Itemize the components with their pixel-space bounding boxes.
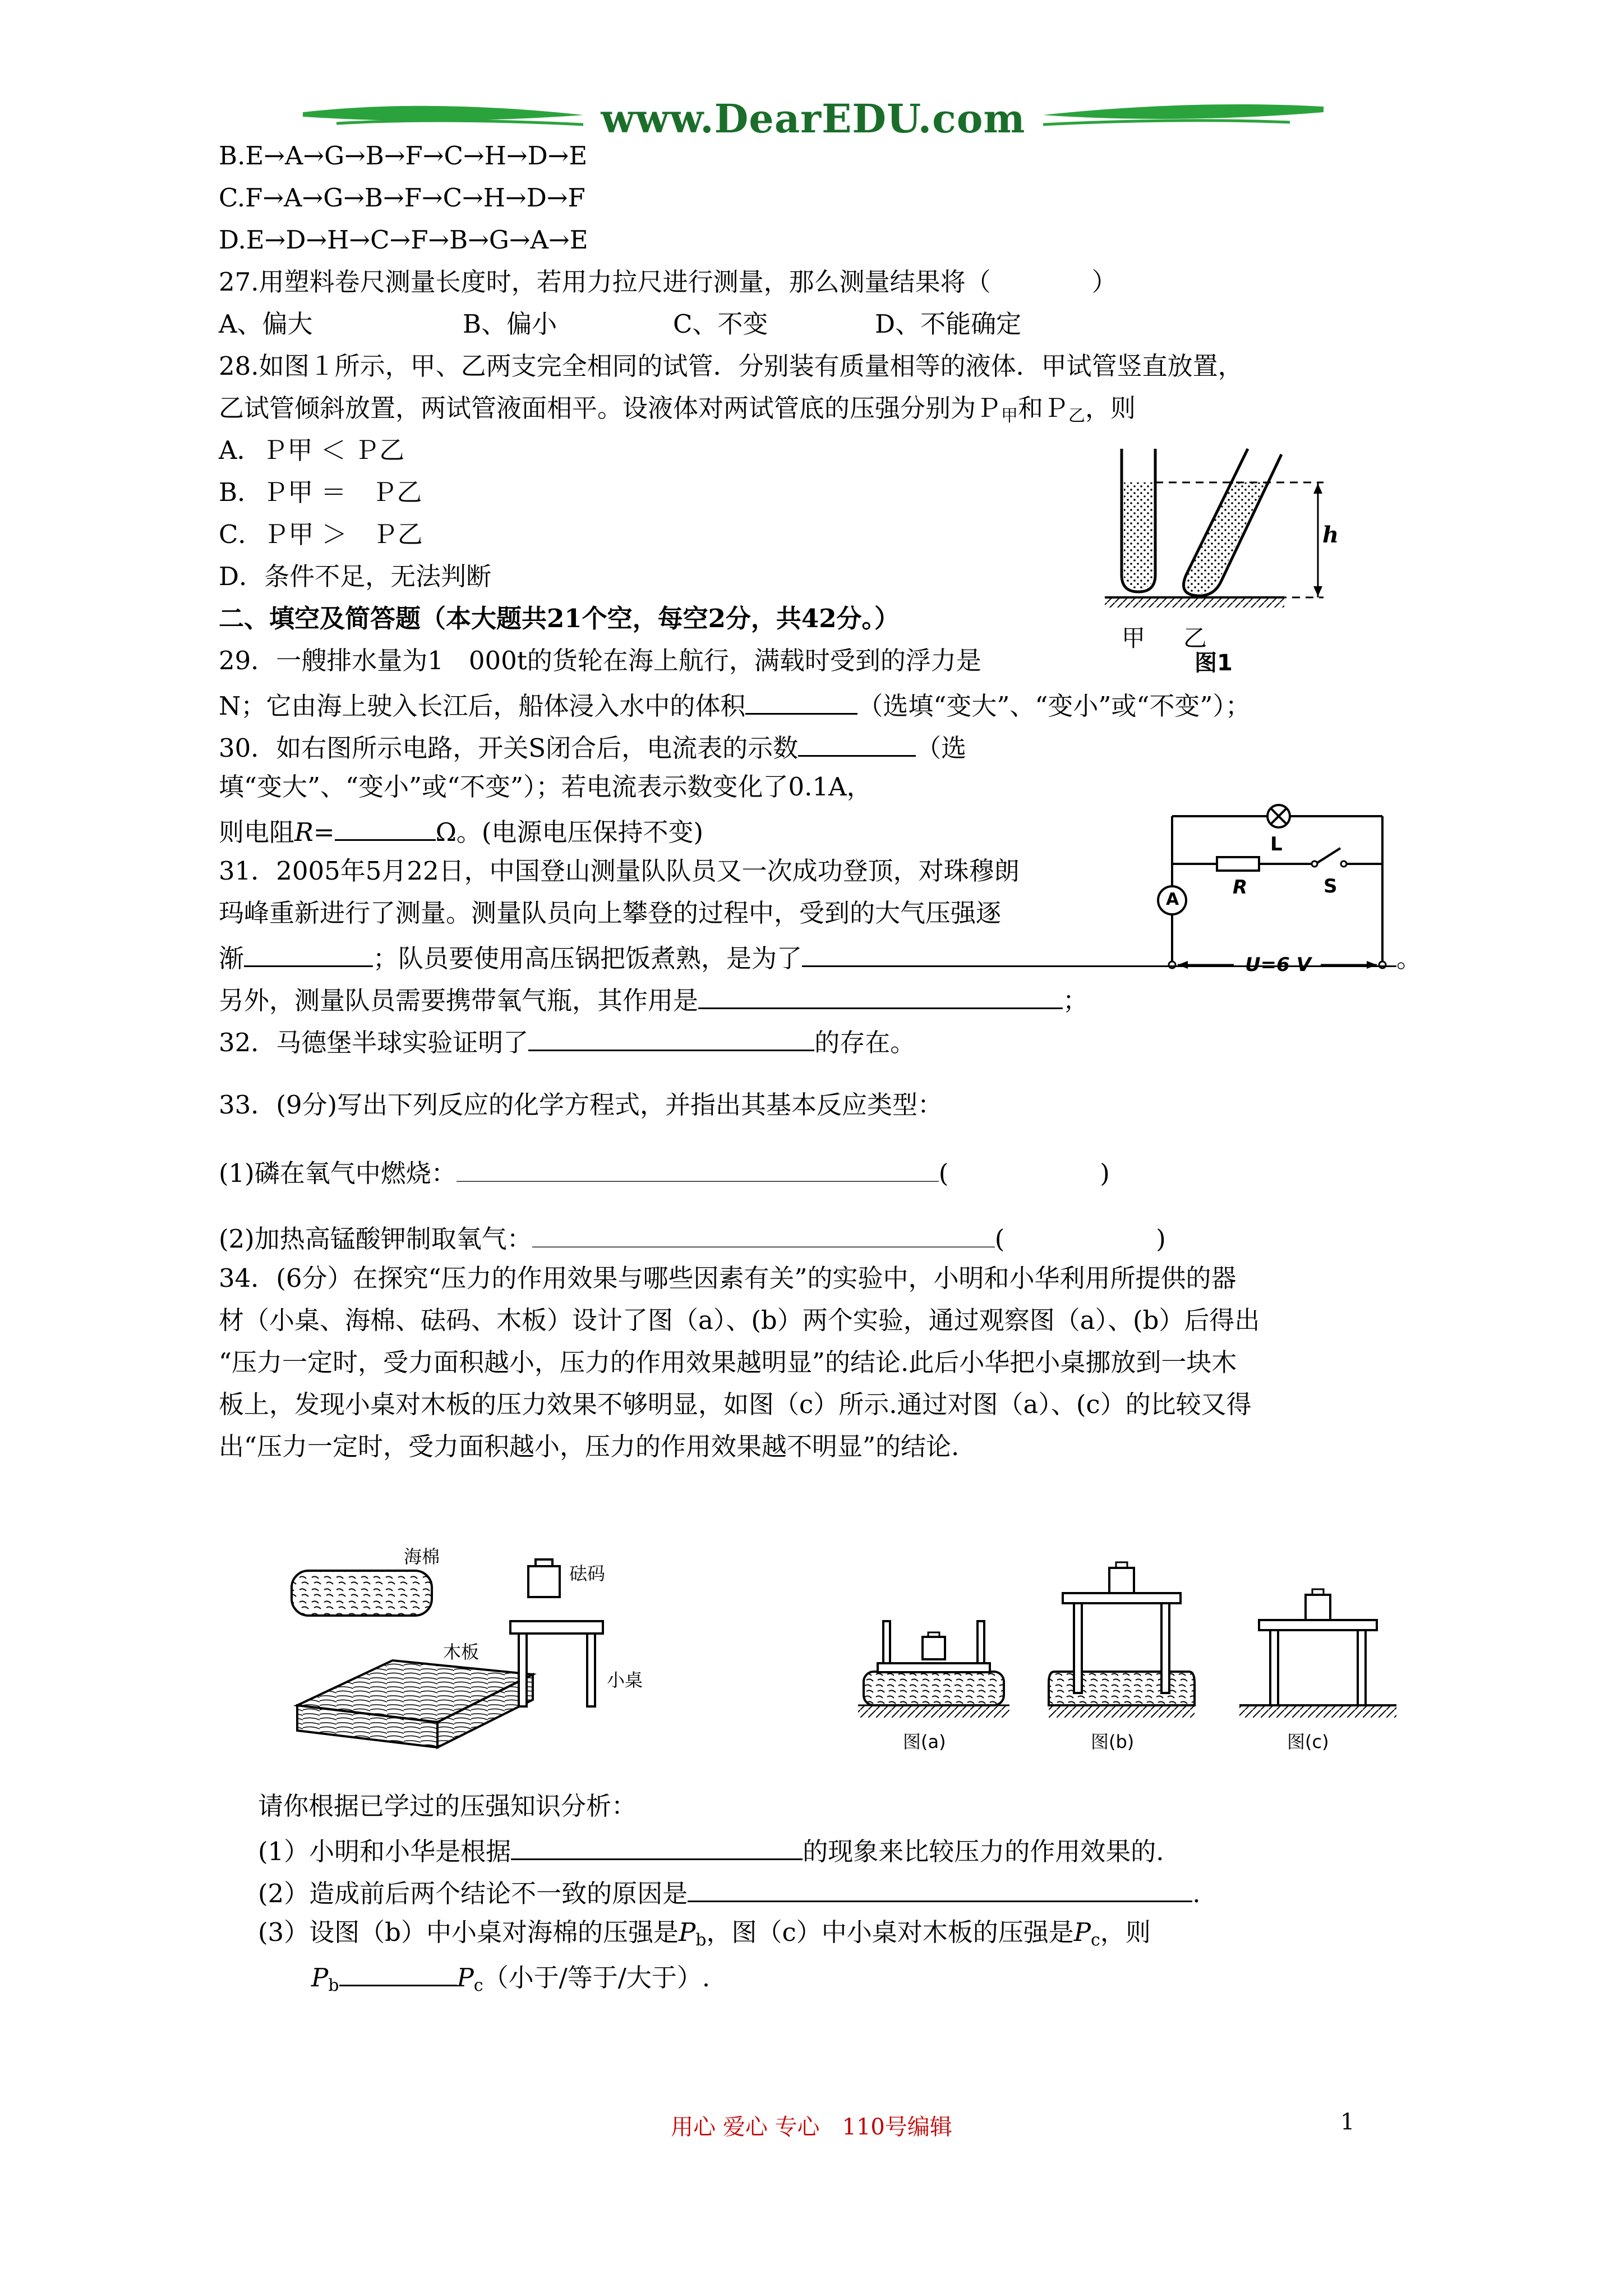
q30-line3a: 则电阻 — [219, 817, 295, 847]
q34-pb-sub: b — [695, 1930, 707, 1950]
q33-type-paren-1: ( ) — [938, 1158, 1110, 1188]
q28-line2 — [219, 392, 1136, 433]
page-number: 1 — [1340, 2109, 1355, 2135]
label-yi: 乙 — [1183, 624, 1207, 652]
q31-line3 — [219, 938, 1422, 976]
q28-sub-yi: 乙 — [1068, 406, 1086, 426]
q31-line3a: 渐 — [219, 944, 245, 973]
section-2-heading: 二、填空及简答题（本大题共21个空，每空2分，共42分。） — [219, 604, 900, 633]
q33-equation-blank-2[interactable] — [532, 1220, 995, 1248]
option-line-b: B.E→A→G→B→F→C→H→D→E — [219, 141, 588, 171]
q31-answer-blank-2[interactable] — [802, 938, 1396, 967]
q28-option-b: B．Ｐ甲 ＝ Ｐ乙 — [219, 477, 422, 507]
q34-pb-2: P — [311, 1963, 329, 1993]
q29-line2b: （选填“变大”、“变小”或“不变”）； — [857, 691, 1251, 721]
q30-equals: = — [313, 817, 335, 847]
q34-intro: 请你根据已学过的压强知识分析： — [258, 1791, 637, 1821]
option-line-c: C.F→A→G→B→F→C→H→D→F — [219, 183, 585, 213]
q34-line-3: “压力一定时，受力面积越小，压力的作用效果越明显”的结论.此后小华把小桌挪放到一块木 — [219, 1347, 1237, 1377]
q31-answer-blank-1[interactable] — [244, 938, 373, 967]
q30-answer-blank-2[interactable] — [335, 812, 436, 841]
q34-sub1 — [258, 1832, 1164, 1869]
q27-option-c: C、不变 — [673, 309, 768, 339]
sponge-label: 海棉 — [404, 1546, 440, 1567]
q34-pc-sub: c — [1091, 1930, 1100, 1950]
q34-s3d: （小于/等于/大于）. — [483, 1963, 711, 1993]
q32-answer-blank[interactable] — [528, 1023, 814, 1051]
q34-sub2 — [258, 1874, 1201, 1911]
q34-line-4: 板上，发现小桌对木板的压力效果不够明显，如图（c）所示.通过对图（a）、(c）的比较又得 — [219, 1389, 1252, 1419]
q31-answer-blank-3[interactable] — [698, 981, 1063, 1009]
q34-pb: P — [679, 1917, 696, 1947]
q34-sub3-line2 — [311, 1958, 710, 2003]
q31-line1: 31．2005年5月22日，中国登山测量队队员又一次成功登顶，对珠穆朗 — [219, 856, 1020, 886]
q33-item1 — [219, 1154, 1110, 1190]
q34-s1b: 的现象来比较压力的作用效果的. — [803, 1837, 1164, 1866]
q34-s2b: . — [1192, 1879, 1201, 1908]
q33-type-paren-2: ( ) — [994, 1224, 1166, 1254]
q31-line4 — [219, 981, 1088, 1018]
q34-pc-2: P — [457, 1963, 474, 1993]
q28-option-c: C．Ｐ甲 ＞ Ｐ乙 — [219, 519, 423, 549]
figure-c-caption: 图(c) — [1287, 1731, 1329, 1752]
figure-b-caption: 图(b) — [1091, 1731, 1135, 1752]
q31-line4a: 另外，测量队员需要携带氧气瓶，其作用是 — [219, 986, 699, 1015]
q34-line-5: 出“压力一定时，受力面积越小，压力的作用效果越不明显”的结论. — [219, 1432, 960, 1461]
q34-s3a: (3）设图（b）中小桌对海棉的压强是 — [258, 1917, 679, 1947]
q31-line4b: ； — [1063, 986, 1089, 1015]
q32-b: 的存在。 — [814, 1028, 916, 1057]
q28-option-a: A．Ｐ甲 ＜ Ｐ乙 — [219, 435, 405, 465]
q31-line2: 玛峰重新进行了测量。测量队员向上攀登的过程中，受到的大气压强逐 — [219, 898, 1002, 928]
q28-line2b: 和Ｐ — [1018, 393, 1069, 423]
q34-s2a: (2）造成前后两个结论不一致的原因是 — [258, 1879, 688, 1908]
q33-item2 — [219, 1220, 1166, 1256]
q30-answer-blank-1[interactable] — [798, 728, 916, 757]
site-logo-text: www.DearEDU.com — [601, 95, 1026, 142]
q29-line2 — [219, 686, 1251, 723]
q30-line1a: 30．如右图所示电路，开关S闭合后，电流表的示数 — [219, 733, 799, 763]
q34-s3b: ，图（c）中小桌对木板的压强是 — [706, 1917, 1074, 1947]
q33-item2-text: (2)加热高锰酸钾制取氧气： — [219, 1224, 532, 1254]
q32-a: 32．马德堡半球实验证明了 — [219, 1028, 529, 1057]
q34-materials-figure — [286, 1537, 667, 1773]
q28-line2a: 乙试管倾斜放置，两试管液面相平。设液体对两试管底的压强分别为Ｐ — [219, 393, 1002, 423]
q30-r-symbol: R — [294, 817, 313, 847]
footer-text: 用心 爱心 专心 110号编辑 — [671, 2114, 952, 2140]
board-label: 木板 — [443, 1641, 479, 1663]
q28-line2c: ，则 — [1085, 393, 1136, 423]
q28-sub-jia: 甲 — [1001, 406, 1018, 426]
q34-answer-blank-2[interactable] — [688, 1874, 1192, 1902]
q34-s3c: ，则 — [1100, 1917, 1151, 1947]
q34-line-1: 34．(6分）在探究“压力的作用效果与哪些因素有关”的实验中，小明和小华利用所提供的器 — [219, 1263, 1237, 1293]
label-jia: 甲 — [1122, 624, 1146, 652]
q30-line3 — [219, 812, 703, 849]
figure-a-caption: 图(a) — [903, 1731, 946, 1752]
figure-1-caption: 图1 — [1195, 650, 1233, 676]
q34-line-2: 材（小桌、海棉、砝码、木板）设计了图（a）、(b）两个实验，通过观察图（a）、(b）后得出 — [219, 1305, 1260, 1335]
q30-line2: 填“变大”、“变小”或“不变”）；若电流表示数变化了0.1A， — [219, 772, 872, 802]
q33-stem: 33．(9分)写出下列反应的化学方程式，并指出其基本反应类型： — [219, 1090, 943, 1120]
q31-line3b: ；队员要使用高压锅把饭煮熟，是为了 — [373, 944, 803, 973]
h-label: h — [1322, 522, 1339, 548]
q30-line1 — [219, 728, 966, 765]
q34-answer-blank-1[interactable] — [511, 1832, 803, 1860]
q29-answer-blank[interactable] — [745, 686, 857, 715]
q34-experiment-figures — [852, 1537, 1424, 1773]
q27-option-a: A、偏大 — [219, 309, 313, 339]
q30-line1b: （选 — [916, 733, 967, 763]
q33-item1-text: (1)磷在氧气中燃烧： — [219, 1158, 457, 1188]
switch-label: S — [1324, 875, 1338, 898]
lamp-label: L — [1270, 833, 1283, 855]
q30-line3c: Ω。(电源电压保持不变) — [435, 817, 704, 847]
q34-pc: P — [1073, 1917, 1091, 1947]
q34-s1a: (1）小明和小华是根据 — [258, 1837, 511, 1866]
q31-line3c: 。 — [1396, 944, 1422, 973]
q29-line2a: N；它由海上驶入长江后，船体浸入水中的体积 — [219, 691, 746, 721]
voltage-label: U=6 V — [1245, 954, 1311, 976]
resistor-label: R — [1233, 876, 1248, 899]
q28-line1: 28.如图１所示，甲、乙两支完全相同的试管．分别装有质量相等的液体．甲试管竖直放置， — [219, 351, 1243, 381]
q34-pb-sub-2: b — [328, 1976, 339, 1995]
q27-stem: 27.用塑料卷尺测量长度时，若用力拉尺进行测量，那么测量结果将（ ） — [219, 267, 1117, 297]
q29-line1: 29．一艘排水量为1 000t的货轮在海上航行，满载时受到的浮力是 — [219, 646, 981, 675]
weight-label: 砝码 — [569, 1563, 606, 1584]
q33-equation-blank-1[interactable] — [457, 1154, 939, 1182]
figure-1-test-tubes — [1099, 438, 1380, 676]
q34-answer-blank-3[interactable] — [339, 1958, 457, 1986]
q34-sub3 — [258, 1916, 1151, 1957]
option-line-d: D.E→D→H→C→F→B→G→A→E — [219, 225, 588, 255]
q27-option-b: B、偏小 — [463, 309, 557, 339]
table-label: 小桌 — [607, 1669, 643, 1691]
q32-line — [219, 1023, 915, 1060]
q28-option-d: D．条件不足，无法判断 — [219, 562, 492, 591]
q27-option-d: D、不能确定 — [875, 309, 1022, 339]
ammeter-icon: A — [1166, 890, 1179, 909]
q34-pc-sub-2: c — [473, 1976, 483, 1995]
